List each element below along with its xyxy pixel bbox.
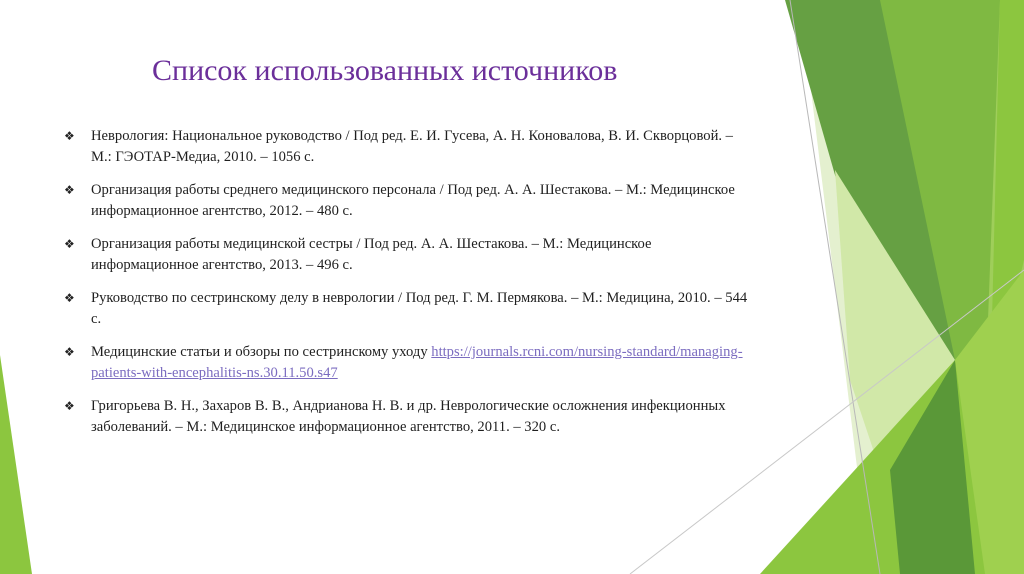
left-green-sliver <box>0 355 32 574</box>
reference-text: Григорьева В. Н., Захаров В. В., Андрианова Н. В. и др. Неврологические осложнения инфекционных заболеваний. – М.: Медицинское информационное агентство, 2011. – 320 с. <box>91 398 726 435</box>
diamond-bullet-icon: ❖ <box>64 129 75 143</box>
list-item <box>64 288 754 329</box>
reference-link[interactable]: https://journals.rcni.com/nursing-standard/managing-patients-with-encephalitis-ns.30.11.50.s47 <box>91 344 743 381</box>
reference-list <box>64 126 754 450</box>
diamond-bullet-icon: ❖ <box>64 183 75 197</box>
diamond-bullet-icon: ❖ <box>64 291 75 305</box>
list-item <box>64 126 754 167</box>
reference-text: Организация работы среднего медицинского персонала / Под ред. А. А. Шестакова. – М.: Медицинское информационное агентство, 2012. – 480 с. <box>91 182 735 219</box>
diamond-bullet-icon: ❖ <box>64 237 75 251</box>
reference-text: Медицинские статьи и обзоры по сестринскому уходу <box>91 344 432 360</box>
reference-text: Неврология: Национальное руководство / Под ред. Е. И. Гусева, А. Н. Коновалова, В. И. Скворцовой. – М.: ГЭОТАР-Медиа, 2010. – 1056 с. <box>91 128 733 165</box>
list-item <box>64 396 754 437</box>
list-item <box>64 180 754 221</box>
diamond-bullet-icon: ❖ <box>64 345 75 359</box>
list-item <box>64 234 754 275</box>
list-item <box>64 342 754 383</box>
reference-text: Руководство по сестринскому делу в неврологии / Под ред. Г. М. Пермякова. – М.: Медицина, 2010. – 544 с. <box>91 290 748 327</box>
diamond-bullet-icon: ❖ <box>64 399 75 413</box>
slide-title: Список использованных источников <box>152 54 618 87</box>
reference-text: Организация работы медицинской сестры / Под ред. А. А. Шестакова. – М.: Медицинское информационное агентство, 2013. – 496 с. <box>91 236 652 273</box>
